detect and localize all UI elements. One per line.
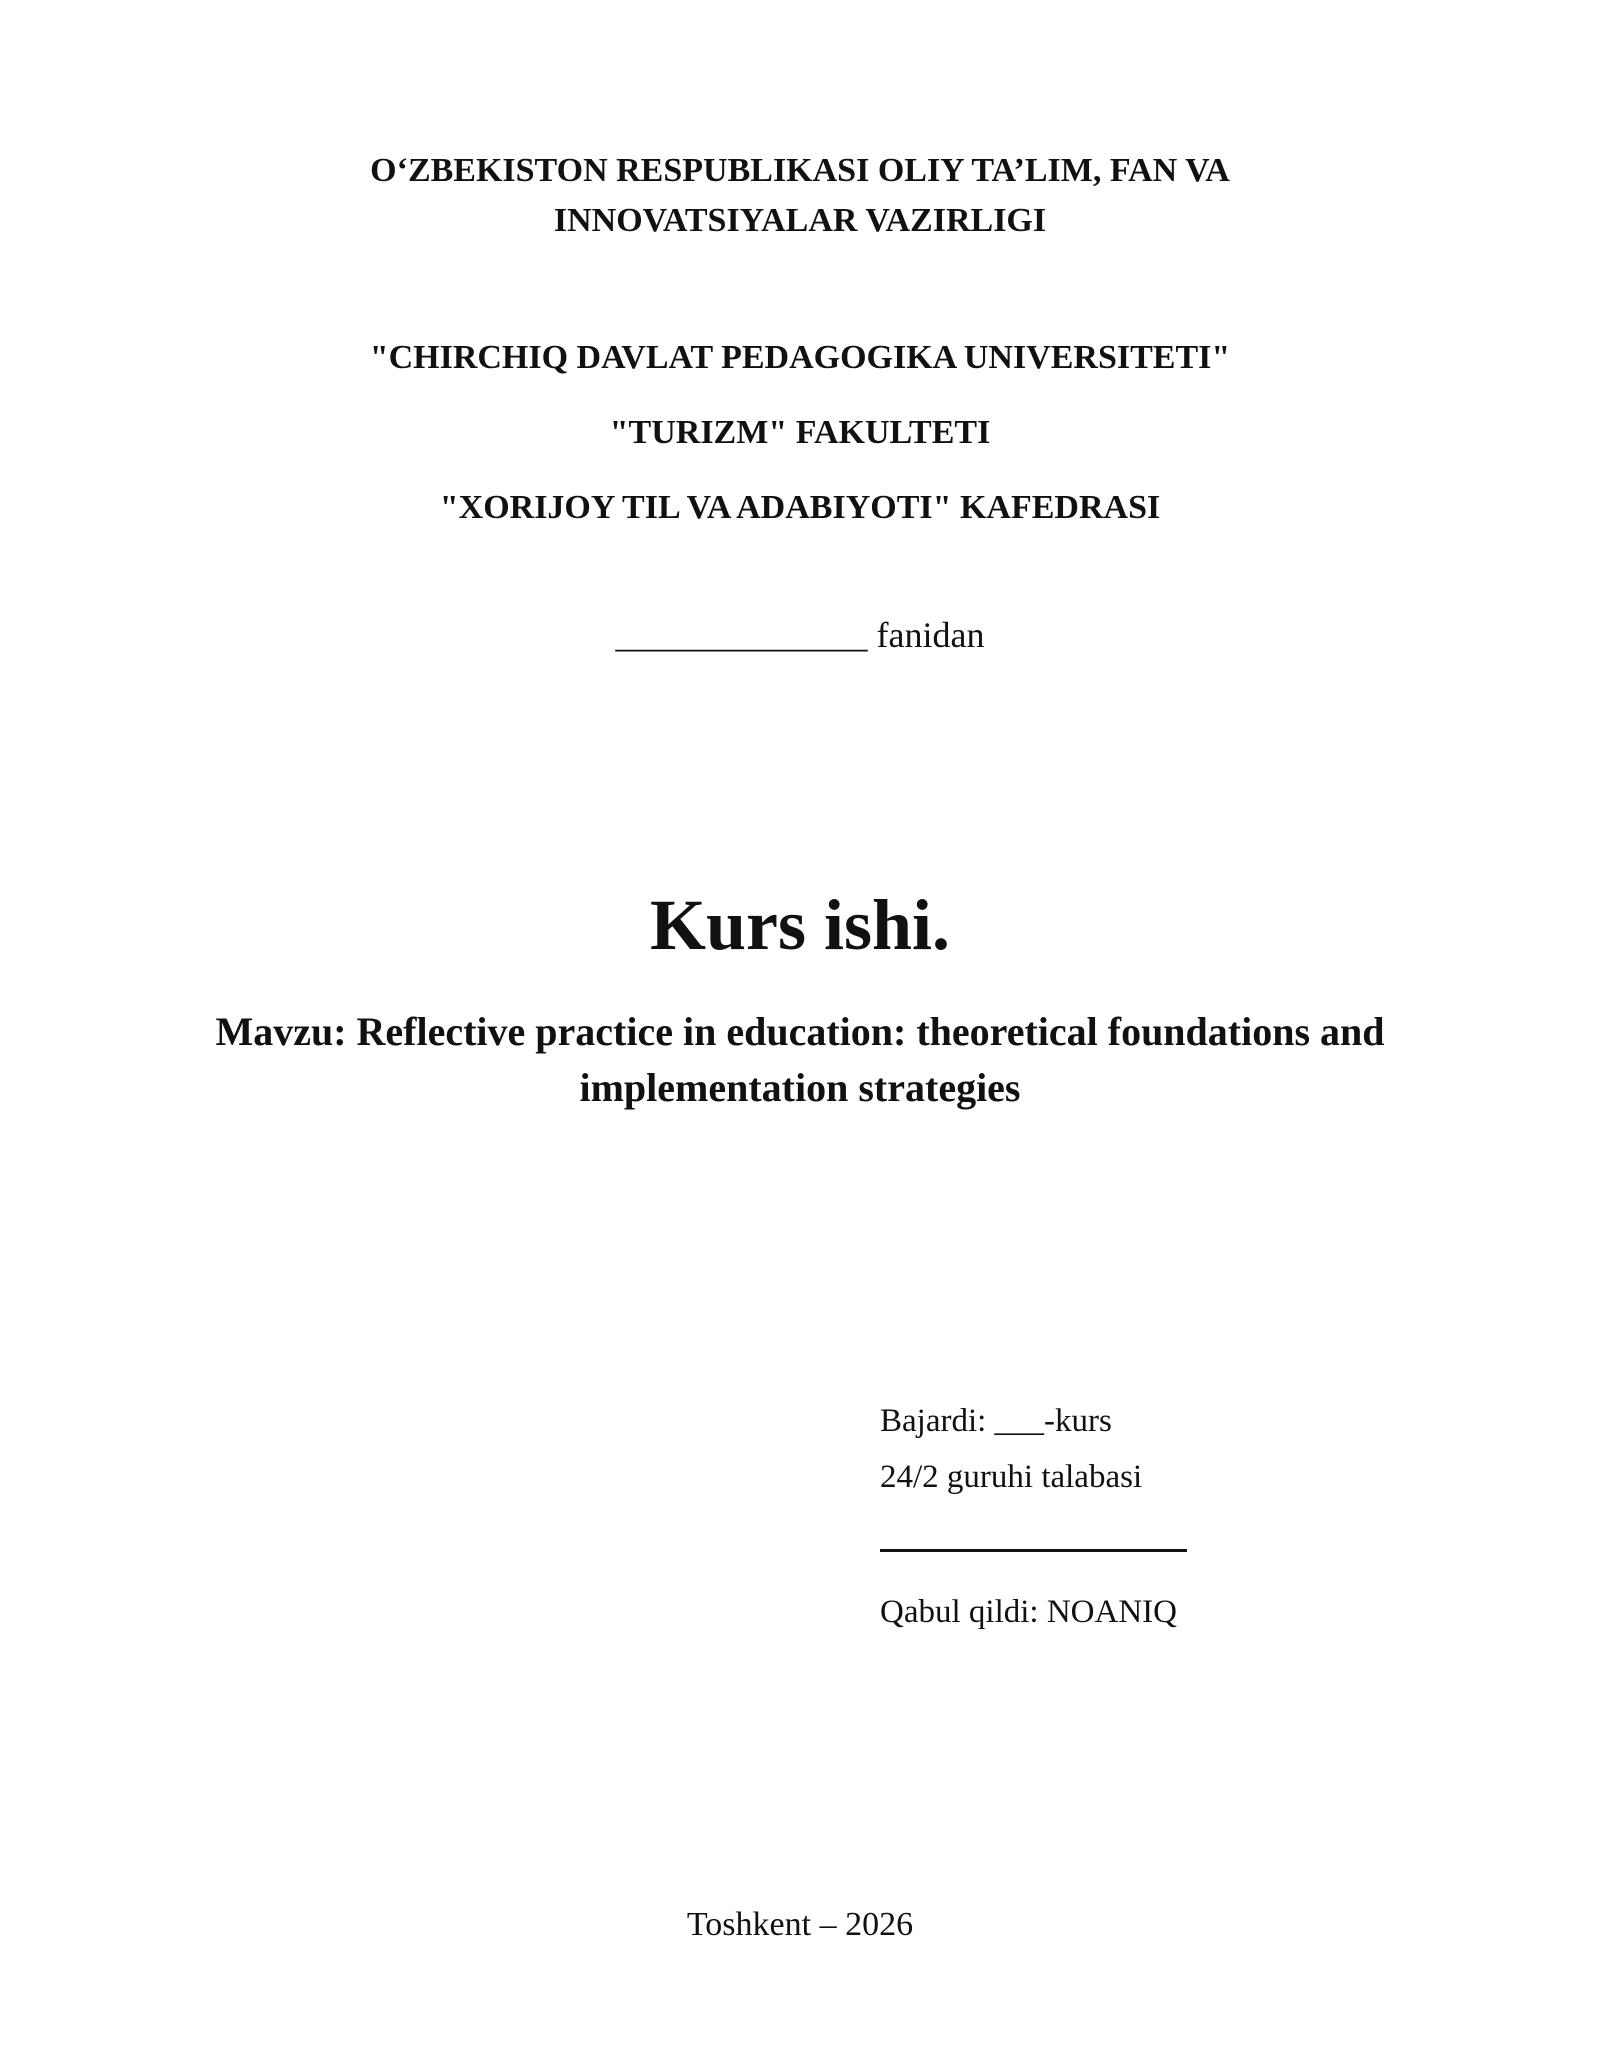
ministry-name <box>0 146 1600 246</box>
subject-line: ______________ fanidan <box>615 615 985 655</box>
faculty-name: "TURIZM" FAKULTETI <box>609 414 991 451</box>
author-info-block <box>880 1393 1380 1640</box>
topic-line-1: Mavzu: Reflective practice in education: theoretical foundations and <box>215 1009 1385 1054</box>
department-name: "XORIJOY TIL VA ADABIYOTI" KAFEDRASI <box>439 489 1161 526</box>
student-group: 24/2 guruhi talabasi <box>880 1459 1143 1495</box>
city-year: Toshkent – 2026 <box>686 1906 914 1943</box>
topic-line-2: implementation strategies <box>579 1065 1021 1110</box>
performed-by: Bajardi: ___-kurs <box>880 1403 1112 1439</box>
document-title: Kurs ishi. <box>649 885 951 965</box>
signature-line <box>880 1549 1187 1552</box>
topic-heading <box>0 1004 1600 1116</box>
university-name: "CHIRCHIQ DAVLAT PEDAGOGIKA UNIVERSITETI" <box>369 339 1231 376</box>
ministry-line-1: O‘ZBEKISTON RESPUBLIKASI OLIY TA’LIM, FAN VA <box>370 152 1230 189</box>
ministry-line-2: INNOVATSIYALAR VAZIRLIGI <box>553 202 1047 239</box>
accepted-by: Qabul qildi: NOANIQ <box>880 1594 1177 1630</box>
